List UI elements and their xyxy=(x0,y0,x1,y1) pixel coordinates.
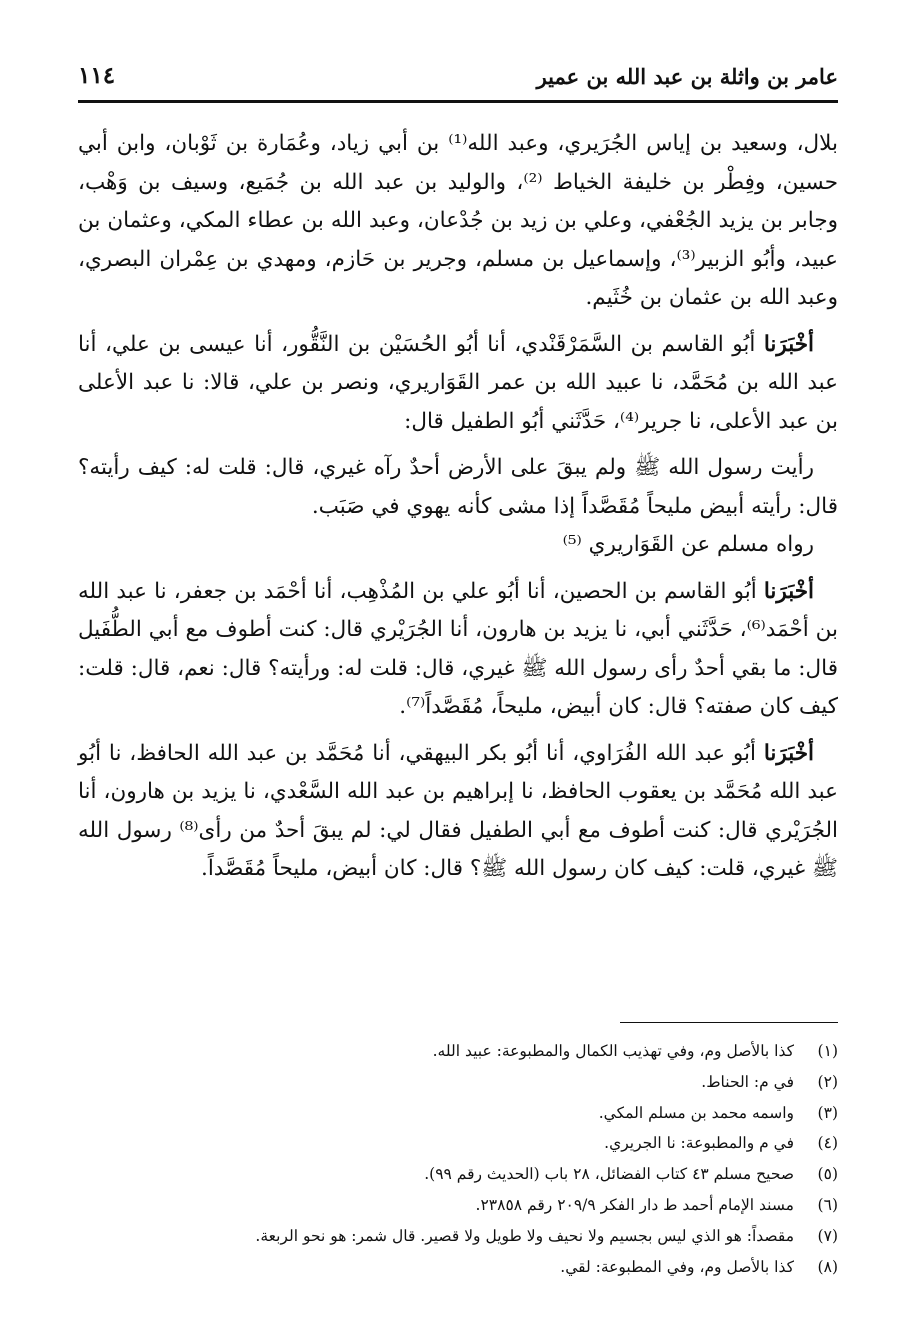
paragraph-narrators-list xyxy=(78,125,838,318)
footnote-item xyxy=(140,1067,838,1098)
footnotes xyxy=(140,1036,838,1282)
page-number: ١١٤ xyxy=(78,62,116,89)
footnote-text: واسمه محمد بن مسلم المكي. xyxy=(598,1103,794,1122)
footnote-text: في م: الحناط. xyxy=(701,1072,794,1091)
paragraph-hadith-text xyxy=(78,449,838,526)
footnote-text: كذا بالأصل وم، وفي المطبوعة: لقي. xyxy=(560,1257,794,1276)
paragraph-isnad-2 xyxy=(78,573,838,727)
footnote-divider xyxy=(620,1022,838,1023)
footnote-item xyxy=(140,1252,838,1283)
paragraph-text: بلال، وسعيد بن إياس الجُرَيري، وعبد الله⁽¹⁾ بن أبي زياد، وعُمَارة بن ثَوْبان، وابن أبي حسين، وفِطْر بن خليفة الخياط ⁽²⁾، والوليد بن عبد الله بن جُمَيع، وسيف بن وَهْب، وجابر بن يزيد الجُعْفي، وعلي بن زيد بن جُدْعان، وعبد الله بن عطاء المكي، وعثمان بن عبيد، وأبُو الزبير⁽³⁾، وإسماعيل بن مسلم، وجرير بن حَازم، ومهدي بن عِمْران البصري، وعبد الله بن عثمان بن خُثَيم. xyxy=(78,131,839,310)
footnote-number: (٨) xyxy=(817,1257,838,1276)
akhbarana-lead: أخْبَرَنا xyxy=(763,578,814,604)
footnote-number: (٤) xyxy=(817,1134,838,1153)
paragraph-text: رأيت رسول الله ﷺ ولم يبقَ على الأرض أحدٌ رآه غيري، قال: قلت له: كيف رأيته؟ قال: رأيته أبيض مليحاً مُقَصَّداً إذا مشى كأنه يهوي في صَبَب. xyxy=(78,455,838,519)
main-text xyxy=(78,125,838,889)
paragraph-isnad-1 xyxy=(78,326,838,442)
footnote-item xyxy=(140,1098,838,1129)
footnote-text: في م والمطبوعة: نا الجريري. xyxy=(604,1134,794,1153)
footnote-text: صحيح مسلم ٤٣ كتاب الفضائل، ٢٨ باب (الحديث رقم ٩٩). xyxy=(424,1165,794,1184)
footnote-number: (٧) xyxy=(817,1226,838,1245)
paragraph-text: رواه مسلم عن القَوَاريري ⁽⁵⁾ xyxy=(562,532,814,557)
footnote-item xyxy=(140,1128,838,1159)
footnote-number: (٦) xyxy=(817,1195,838,1214)
running-header xyxy=(78,58,838,98)
footnote-text: مسند الإمام أحمد ط دار الفكر ٢٠٩/٩ رقم ٢٣٨٥٨. xyxy=(475,1195,794,1214)
footnote-item xyxy=(140,1221,838,1252)
footnote-number: (٢) xyxy=(817,1072,838,1091)
akhbarana-lead: أخْبَرَنا xyxy=(763,331,814,357)
footnote-number: (١) xyxy=(817,1042,838,1060)
paragraph-text: أبُو القاسم بن الحصين، أنا أبُو علي بن المُذْهِب، أنا أحْمَد بن جعفر، نا عبد الله بن أحْمَد⁽⁶⁾، حَدَّثَني أبي، نا يزيد بن هارون، أنا الجُرَيْري قال: كنت أطوف مع أبي الطُّفَيل قال: ما بقي أحدٌ رأى رسول الله ﷺ غيري، قال: قلت له: ورأيته؟ قال: نعم، قال: قلت: كيف كان صفته؟ قال: كان أبيض، مليحاً، مُقَصَّداً⁽⁷⁾. xyxy=(78,578,838,719)
footnote-item xyxy=(140,1159,838,1190)
paragraph-text: أبُو عبد الله الفُرَاوي، أنا أبُو بكر البيهقي، أنا مُحَمَّد بن عبد الله الحافظ، نا أبُو عبد الله مُحَمَّد بن يعقوب الحافظ، نا إبراهيم بن عبد الله السَّعْدي، نا يزيد بن هارون، أنا الجُرَيْري قال: كنت أطوف مع أبي الطفيل فقال لي: لم يبقَ أحدٌ من رأى⁽⁸⁾ رسول الله ﷺ غيري، قلت: كيف كان رسول الله ﷺ؟ قال: كان أبيض، مليحاً مُقَصَّداً. xyxy=(78,740,839,881)
footnote-text: مقصداً: هو الذي ليس بجسيم ولا نحيف ولا طويل ولا قصير. قال شمر: هو نحو الربعة. xyxy=(255,1226,794,1245)
paragraph-riwaya-note xyxy=(78,526,838,565)
header-divider xyxy=(78,100,838,103)
footnote-item xyxy=(140,1190,838,1221)
paragraph-isnad-3 xyxy=(78,735,838,889)
footnote-number: (٥) xyxy=(817,1165,838,1184)
footnote-item xyxy=(140,1036,838,1067)
footnote-text: كذا بالأصل وم، وفي تهذيب الكمال والمطبوعة: عبيد الله. xyxy=(432,1042,794,1060)
akhbarana-lead: أخْبَرَنا xyxy=(763,740,815,766)
header-title: عامر بن واثلة بن عبد الله بن عمير xyxy=(536,64,838,89)
footnote-number: (٣) xyxy=(817,1103,838,1122)
paragraph-text: أبُو القاسم بن السَّمَرْقَنْدي، أنا أبُو الحُسَيْن بن النَّقُّور، أنا عيسى بن علي، أنا عبد الله بن مُحَمَّد، نا عبيد الله بن عمر القَوَاريري، ونصر بن علي، قالا: نا عبد الأعلى بن عبد الأعلى، نا جرير⁽⁴⁾، حَدَّثَني أبُو الطفيل قال: xyxy=(78,331,838,434)
